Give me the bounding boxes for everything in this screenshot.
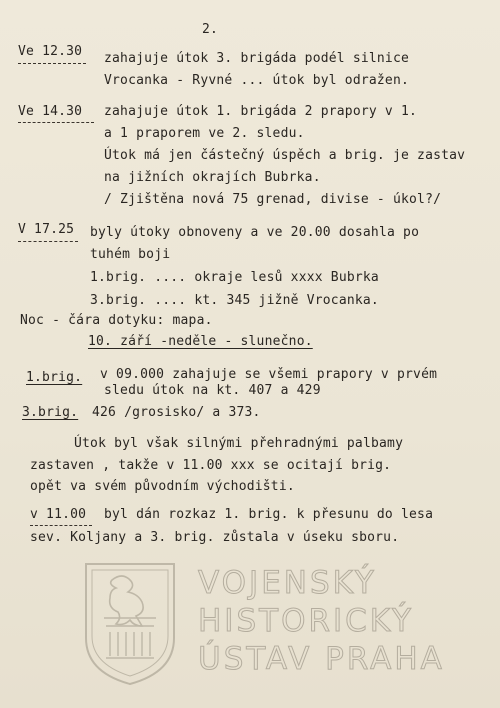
underline-dash bbox=[18, 241, 78, 242]
time-marker: Ve 14.30 bbox=[18, 104, 83, 119]
text-line: opět va svém původním východišti. bbox=[30, 479, 295, 494]
text-line: tuhém boji bbox=[90, 247, 171, 262]
time-marker: V 17.25 bbox=[18, 222, 75, 237]
text-line: sev. Koljany a 3. brig. zůstala v úseku sboru. bbox=[30, 530, 400, 545]
time-marker: Ve 12.30 bbox=[18, 44, 83, 59]
text-line: zahajuje útok 3. brigáda podél silnice bbox=[104, 51, 410, 66]
text-line: zahajuje útok 1. brigáda 2 prapory v 1. bbox=[104, 104, 418, 119]
underline-dash bbox=[18, 122, 94, 123]
text-line: 3.brig. .... kt. 345 jižně Vrocanka. bbox=[90, 293, 379, 308]
underline-dash bbox=[30, 525, 92, 526]
text-line: na jižních okrajích Bubrka. bbox=[104, 170, 321, 185]
text-line: zastaven , takže v 11.00 xxx se ocitají brig. bbox=[30, 458, 392, 473]
text-line: / Zjištěna nová 75 grenad, divise - úkol?/ bbox=[104, 192, 442, 207]
time-marker: v 11.00 bbox=[30, 507, 87, 522]
watermark-line: HISTORICKÝ bbox=[198, 603, 414, 639]
lion-shield-icon bbox=[82, 560, 178, 688]
text-line: byl dán rozkaz 1. brig. k přesunu do lesa bbox=[104, 507, 434, 522]
text-line: byly útoky obnoveny a ve 20.00 dosahla po bbox=[90, 225, 420, 240]
underline-dash bbox=[18, 63, 86, 64]
watermark-line: VOJENSKÝ bbox=[198, 565, 377, 601]
text-line: sledu útok na kt. 407 a 429 bbox=[104, 383, 321, 398]
text-line: 1.brig. .... okraje lesů xxxx Bubrka bbox=[90, 270, 379, 285]
unit-label: 1.brig. bbox=[26, 370, 83, 385]
text-line: v 09.000 zahajuje se všemi prapory v prvém bbox=[100, 367, 438, 382]
text-line: Útok byl však silnými přehradnými palbamy bbox=[74, 436, 404, 451]
watermark-line: ÚSTAV PRAHA bbox=[198, 641, 445, 677]
text-line: Noc - čára dotyku: mapa. bbox=[20, 313, 213, 328]
text-line: Vrocanka - Ryvné ... útok byl odražen. bbox=[104, 73, 410, 88]
text-line: 426 /grosisko/ a 373. bbox=[92, 405, 261, 420]
page-number: 2. bbox=[202, 22, 219, 37]
text-line: a 1 praporem ve 2. sledu. bbox=[104, 126, 305, 141]
date-line: 10. září -neděle - slunečno. bbox=[88, 334, 313, 349]
unit-label: 3.brig. bbox=[22, 405, 79, 420]
text-line: Útok má jen částečný úspěch a brig. je zastav bbox=[104, 148, 466, 163]
